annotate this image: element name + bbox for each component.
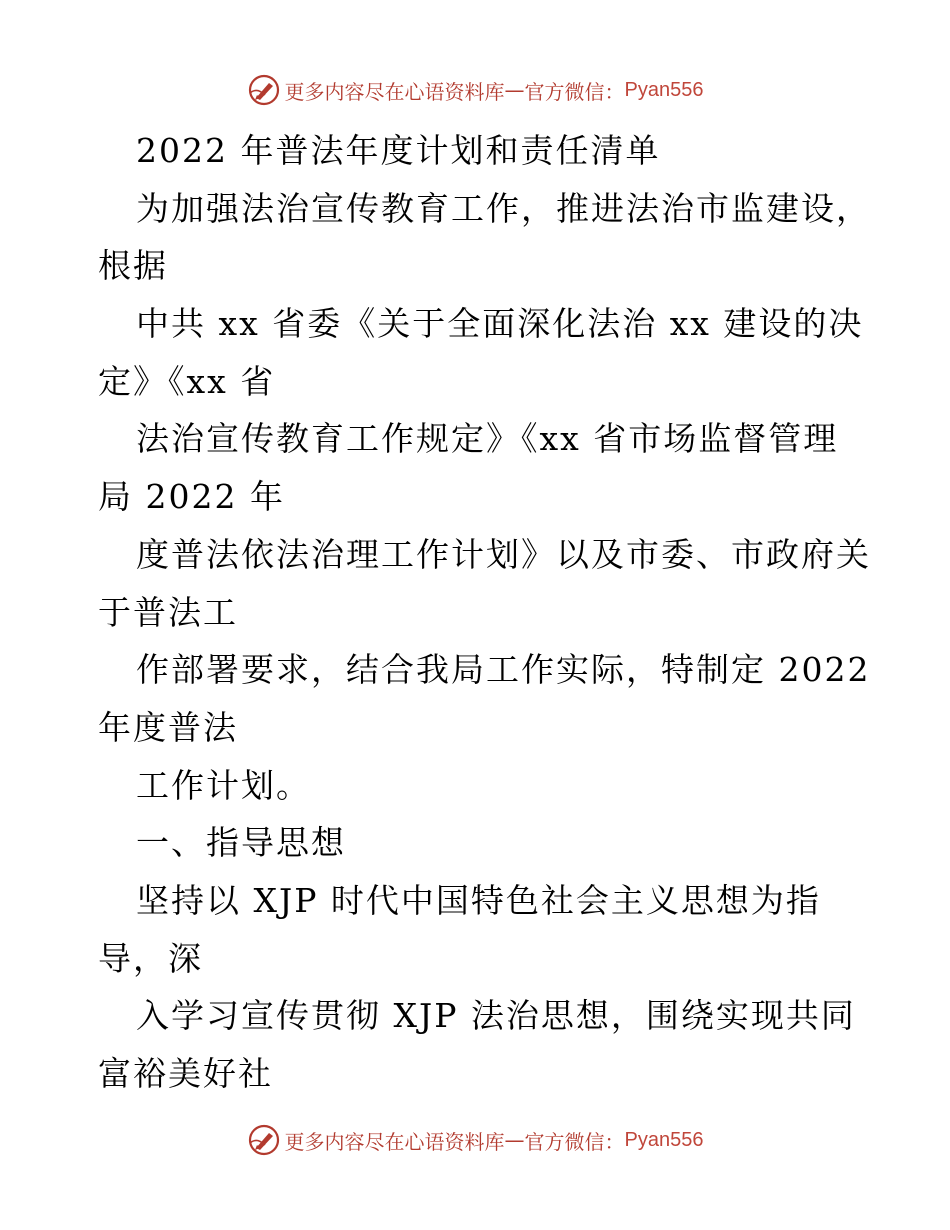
text-line: 定》《xx 省	[98, 361, 276, 401]
document-title: 2022 年普法年度计划和责任清单	[136, 131, 661, 170]
text-line: 根据	[98, 246, 168, 286]
text-line: 度普法依法治理工作计划》以及市委、市政府关	[136, 534, 871, 574]
header-banner	[0, 70, 950, 110]
text-line: 局 2022 年	[98, 477, 285, 517]
banner-title: 更多内容尽在心语资料库	[284, 1129, 505, 1154]
text-line: 年度普法	[98, 707, 238, 747]
document-body	[98, 122, 878, 1103]
text-line: 中共 xx 省委《关于全面深化法治 xx 建设的决	[136, 304, 864, 344]
text-line: 法治宣传教育工作规定》《xx 省市场监督管理	[136, 419, 839, 459]
pen-logo-icon	[247, 1123, 281, 1157]
banner-title: 更多内容尽在心语资料库	[284, 79, 505, 104]
text-line: 作部署要求，结合我局工作实际，特制定 2022	[136, 650, 871, 690]
pen-logo-icon	[247, 73, 281, 107]
text-line: 坚持以 XJP 时代中国特色社会主义思想为指	[136, 880, 821, 920]
banner-dash: —	[504, 1128, 525, 1152]
banner-wechat-label: 官方微信：	[524, 79, 625, 104]
footer-banner	[0, 1120, 950, 1160]
section-heading: 一、指导思想	[136, 823, 346, 863]
banner-wechat-label: 官方微信：	[524, 1129, 625, 1154]
text-line: 入学习宣传贯彻 XJP 法治思想，围绕实现共同	[136, 996, 856, 1036]
text-line: 富裕美好社	[98, 1054, 273, 1093]
banner-wechat-id: Pyan556	[624, 1128, 704, 1151]
banner-wechat-id: Pyan556	[624, 78, 704, 101]
text-line: 为加强法治宣传教育工作，推进法治市监建设，	[136, 188, 871, 228]
banner-dash: —	[504, 78, 525, 102]
text-line: 导，深	[98, 938, 203, 978]
text-line: 于普法工	[98, 592, 238, 632]
text-line: 工作计划。	[136, 765, 311, 805]
